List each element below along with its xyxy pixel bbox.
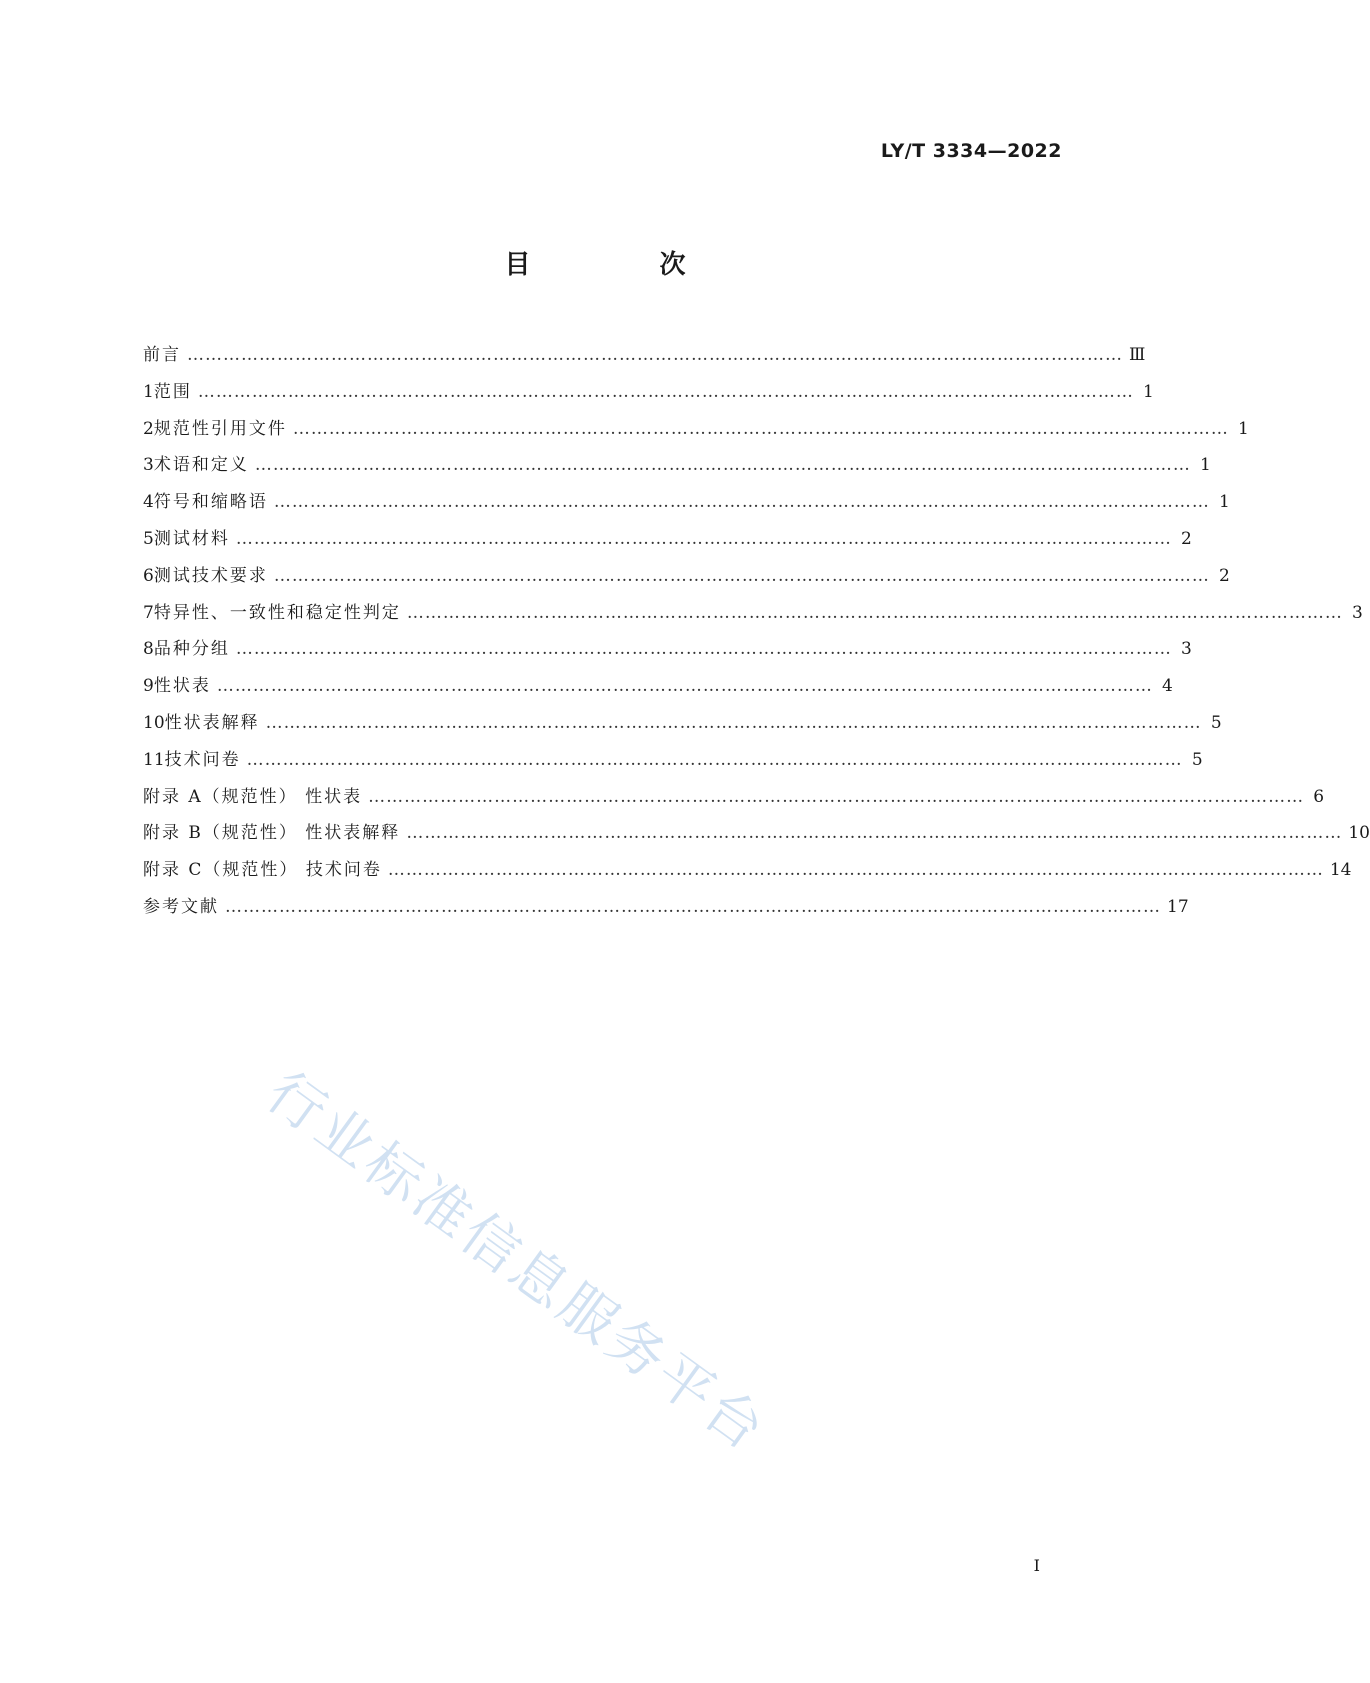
toc-item[interactable] xyxy=(143,414,1249,451)
toc-item[interactable] xyxy=(143,561,1230,598)
toc-number: 1 xyxy=(143,381,154,402)
toc-page: 10 xyxy=(1348,823,1370,844)
toc-label: 规范性引用文件 xyxy=(153,418,287,439)
toc-label: 符号和缩略语 xyxy=(153,492,268,513)
toc-leader: ………………………………………………………………………………………………………………………………………… xyxy=(265,712,1202,733)
toc-item[interactable] xyxy=(143,340,1146,377)
toc-number: 2 xyxy=(143,418,154,439)
toc-number: 3 xyxy=(143,455,154,476)
watermark: 行业标准信息服务平台 xyxy=(254,1059,779,1465)
toc-leader: ………………………………………………………………………………………………………………………………………… xyxy=(187,345,1123,365)
toc-label: 测试技术要求 xyxy=(153,565,268,586)
toc-leader: ………………………………………………………………………………………………………………………………………… xyxy=(246,749,1183,770)
toc-page: Ⅲ xyxy=(1129,345,1146,365)
toc-number: 8 xyxy=(143,639,154,660)
toc-item[interactable] xyxy=(143,782,1325,819)
toc-label: 前言 xyxy=(143,345,181,365)
toc-number: 4 xyxy=(143,492,154,513)
toc-leader: ………………………………………………………………………………………………………………………………………… xyxy=(273,565,1210,586)
toc-leader: ………………………………………………………………………………………………………………………………………… xyxy=(225,896,1161,917)
toc-leader: ………………………………………………………………………………………………………………………………………… xyxy=(254,455,1191,476)
toc-page: 5 xyxy=(1191,749,1203,770)
toc-page: 14 xyxy=(1329,860,1352,881)
toc-page: 1 xyxy=(1238,418,1249,439)
toc-label: 测试材料 xyxy=(153,528,230,549)
toc-item[interactable] xyxy=(143,745,1203,782)
toc-page: 3 xyxy=(1352,602,1363,623)
table-of-contents xyxy=(143,340,1370,929)
toc-label: 范围 xyxy=(153,381,192,402)
toc-item[interactable] xyxy=(143,892,1189,929)
toc-leader: ………………………………………………………………………………………………………………………………………… xyxy=(273,492,1210,513)
toc-page: 2 xyxy=(1219,565,1230,586)
toc-page: 5 xyxy=(1210,712,1222,733)
toc-leader: ………………………………………………………………………………………………………………………………………… xyxy=(216,676,1153,697)
toc-page: 1 xyxy=(1143,381,1154,402)
toc-leader: ………………………………………………………………………………………………………………………………………… xyxy=(292,418,1229,439)
toc-number: 6 xyxy=(143,565,154,586)
toc-leader: ………………………………………………………………………………………………………………………………………… xyxy=(406,823,1343,844)
toc-page: 6 xyxy=(1313,786,1325,807)
toc-item[interactable] xyxy=(143,818,1370,855)
toc-number: 7 xyxy=(143,602,154,623)
toc-leader: ………………………………………………………………………………………………………………………………………… xyxy=(197,381,1134,402)
toc-page: 17 xyxy=(1167,896,1189,917)
toc-number: 9 xyxy=(143,676,154,697)
page-number: I xyxy=(1033,1556,1040,1575)
toc-label: 附录 A（规范性） 性状表 xyxy=(143,786,363,807)
toc-leader: ………………………………………………………………………………………………………………………………………… xyxy=(406,602,1343,623)
toc-label: 附录 B（规范性） 性状表解释 xyxy=(143,823,401,844)
toc-item[interactable] xyxy=(143,450,1211,487)
toc-label: 技术问卷 xyxy=(164,749,241,770)
toc-item[interactable] xyxy=(143,634,1192,671)
toc-leader: ………………………………………………………………………………………………………………………………………… xyxy=(368,786,1305,807)
toc-label: 参考文献 xyxy=(143,896,219,917)
toc-label: 品种分组 xyxy=(153,639,230,660)
toc-leader: ………………………………………………………………………………………………………………………………………… xyxy=(387,860,1324,881)
toc-label: 性状表解释 xyxy=(164,712,260,733)
toc-item[interactable] xyxy=(143,708,1222,745)
toc-label: 特异性、一致性和稳定性判定 xyxy=(153,602,401,623)
toc-leader: ………………………………………………………………………………………………………………………………………… xyxy=(235,528,1172,549)
toc-page: 1 xyxy=(1219,492,1230,513)
toc-number: 10 xyxy=(143,712,165,733)
toc-label: 性状表 xyxy=(153,676,211,697)
toc-item[interactable] xyxy=(143,377,1154,414)
toc-leader: ………………………………………………………………………………………………………………………………………… xyxy=(235,639,1172,660)
toc-number: 11 xyxy=(143,749,165,770)
toc-item[interactable] xyxy=(143,524,1192,561)
standard-code: LY/T 3334—2022 xyxy=(880,140,1062,162)
toc-item[interactable] xyxy=(143,855,1352,892)
page-title: 目 次 xyxy=(504,250,746,280)
toc-item[interactable] xyxy=(143,487,1230,524)
toc-number: 5 xyxy=(143,528,154,549)
toc-item[interactable] xyxy=(143,598,1363,635)
toc-page: 2 xyxy=(1181,528,1192,549)
toc-label: 术语和定义 xyxy=(153,455,249,476)
toc-label: 附录 C（规范性） 技术问卷 xyxy=(143,860,382,881)
toc-page: 4 xyxy=(1162,676,1173,697)
toc-item[interactable] xyxy=(143,671,1173,708)
toc-page: 1 xyxy=(1200,455,1211,476)
toc-page: 3 xyxy=(1181,639,1192,660)
